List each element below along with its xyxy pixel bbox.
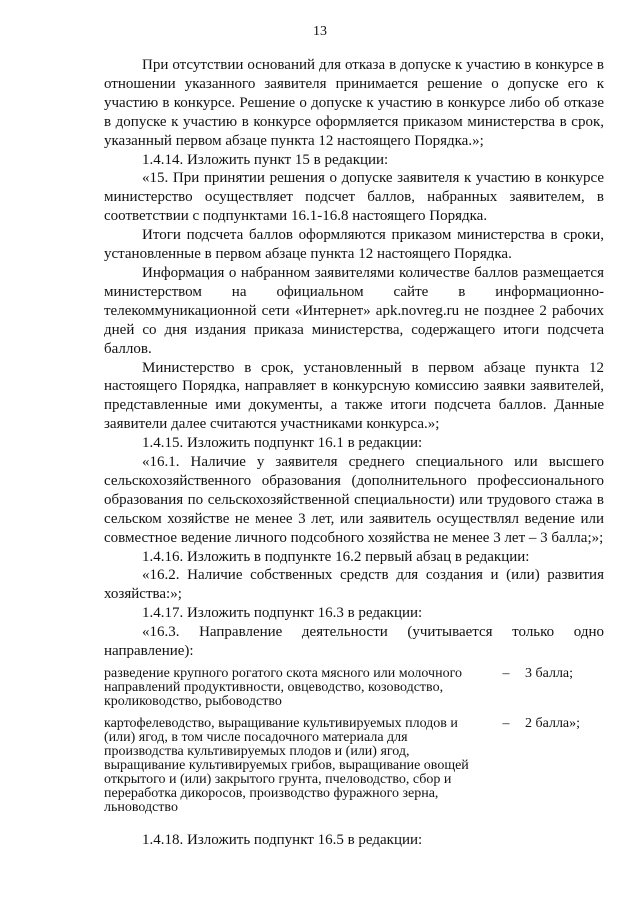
paragraph-subpoint-16-3: «16.3. Направление деятельности (учитывается только одно направление):	[104, 624, 604, 660]
dash-cell: –	[502, 716, 510, 731]
paragraph-subpoint-16-1: «16.1. Наличие у заявителя среднего специального или высшего сельскохозяйственного образования (дополнительного профессионального образования по сельскохозяйственной специальности) или трудового стажа в сельском хозяйстве не менее 3 лет, или заявитель осуществлял ведение или совместное ведение личного подсобного хозяйства не менее 3 лет – 3 балла;»;	[104, 454, 604, 546]
paragraph-admission-decision: При отсутствии оснований для отказа в допуске к участию в конкурсе в отношении указанного заявителя принимается решение о допуске его к участию в конкурсе. Решение о допуске к участию в конкурсе либо об отказе в допуске к участию в конкурсе оформляется приказом министерства в срок, указанный первом абзаце пункта 12 настоящего Порядка.»;	[104, 57, 604, 149]
paragraph-item-1-4-14: 1.4.14. Изложить пункт 15 в редакции:	[142, 151, 389, 168]
dash-cell: –	[502, 666, 510, 681]
page-number: 13	[313, 24, 327, 39]
activity-score-table	[104, 667, 604, 815]
points-cell: 3 балла;	[525, 666, 574, 681]
paragraph-commission-transfer: Министерство в срок, установленный в первом абзаце пункта 12 настоящего Порядка, направляет в конкурсную комиссию заявки заявителей, представленные ими документы, а также итоги подсчета баллов. Данные заявители далее считаются участниками конкурса.»;	[104, 359, 604, 433]
paragraph-score-publication: Информация о набранном заявителями количестве баллов размещается министерством на официальном сайте в информационно-телекоммуникационной сети «Интернет» apk.novreg.ru не позднее 2 рабочих дней со дня издания приказа министерства, содержащего итоги подсчета баллов.	[104, 264, 604, 357]
paragraph-item-1-4-15: 1.4.15. Изложить подпункт 16.1 в редакции:	[142, 435, 423, 452]
activity-direction-cell: картофелеводство, выращивание культивируемых плодов и (или) ягод, в том числе посадочного материала для производства культивируемых плодов и (или) ягод, выращивание культивируемых грибов, выращивание овощей открытого и (или) закрытого грунта, пчеловодство, сбор и переработка дикоросов, производство фуражного зерна, льноводство	[104, 716, 469, 815]
paragraph-score-results: Итоги подсчета баллов оформляются приказом министерства в сроки, установленные в первом абзаце пункта 12 настоящего Порядка.	[104, 227, 604, 263]
document-body	[104, 56, 604, 850]
paragraph-point-15: «15. При принятии решения о допуске заявителя к участию в конкурсе министерство осуществляет подсчет баллов, набранных заявителем, в соответствии с подпунктами 16.1-16.8 настоящего Порядка.	[104, 170, 604, 225]
paragraph-item-1-4-18: 1.4.18. Изложить подпункт 16.5 в редакции:	[142, 832, 423, 848]
paragraph-subpoint-16-2: «16.2. Наличие собственных средств для создания и (или) развития хозяйства:»;	[104, 567, 604, 603]
activity-direction-cell: разведение крупного рогатого скота мясного или молочного направлений продуктивности, овцеводство, козоводство, кролиководство, рыбоводство	[104, 666, 462, 709]
paragraph-item-1-4-17: 1.4.17. Изложить подпункт 16.3 в редакции:	[142, 605, 423, 622]
points-cell: 2 балла»;	[525, 716, 581, 731]
paragraph-item-1-4-16: 1.4.16. Изложить в подпункте 16.2 первый абзац в редакции:	[142, 548, 530, 565]
table-row	[104, 709, 604, 815]
table-row	[104, 667, 604, 709]
